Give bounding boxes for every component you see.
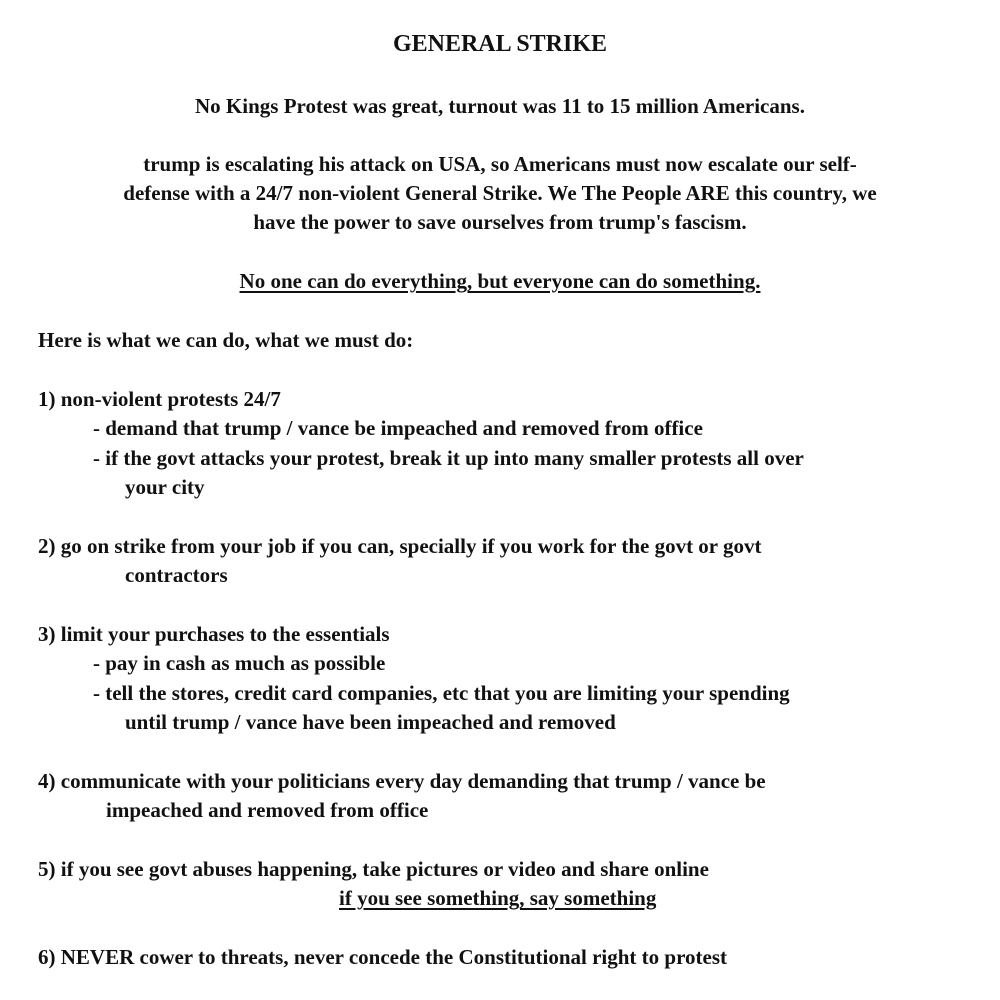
list-item-continuation: impeached and removed from office xyxy=(106,798,429,822)
motto xyxy=(0,266,1000,296)
turnout-statement: No Kings Protest was great, turnout was 11 to 15 million Americans. xyxy=(195,94,805,118)
escalation-line: have the power to save ourselves from trump's fascism. xyxy=(253,210,747,234)
page-title: GENERAL STRIKE xyxy=(392,31,608,57)
list-subitem-continuation: until trump / vance have been impeached and removed xyxy=(125,710,616,734)
intro-text: Here is what we can do, what we must do: xyxy=(38,328,414,352)
list-item-continuation: contractors xyxy=(125,563,228,587)
list-subitem: - pay in cash as much as possible xyxy=(93,651,386,675)
tagline xyxy=(339,883,656,913)
motto-text: No one can do everything, but everyone can do something. xyxy=(239,269,761,293)
list-item-text: 2) go on strike from your job if you can, specially if you work for the govt or govt xyxy=(38,534,762,558)
list-item-text: 6) NEVER cower to threats, never concede the Constitutional right to protest xyxy=(38,945,728,969)
list-item-text: 1) non-violent protests 24/7 xyxy=(38,387,281,411)
escalation-line: trump is escalating his attack on USA, so Americans must now escalate our self- xyxy=(143,152,857,176)
list-subitem: - if the govt attacks your protest, break it up into many smaller protests all over xyxy=(93,446,804,470)
list-item-text: 4) communicate with your politicians every day demanding that trump / vance be xyxy=(38,769,766,793)
list-subitem: - tell the stores, credit card companies, etc that you are limiting your spending xyxy=(93,681,790,705)
list-item-text: 5) if you see govt abuses happening, take pictures or video and share online xyxy=(38,857,709,881)
tagline-text: if you see something, say something xyxy=(339,886,657,910)
list-subitem-continuation: your city xyxy=(125,475,205,499)
escalation-line: defense with a 24/7 non-violent General Strike. We The People ARE this country, we xyxy=(123,181,877,205)
list-subitem: - demand that trump / vance be impeached and removed from office xyxy=(93,416,703,440)
list-item-text: 3) limit your purchases to the essentials xyxy=(38,622,390,646)
